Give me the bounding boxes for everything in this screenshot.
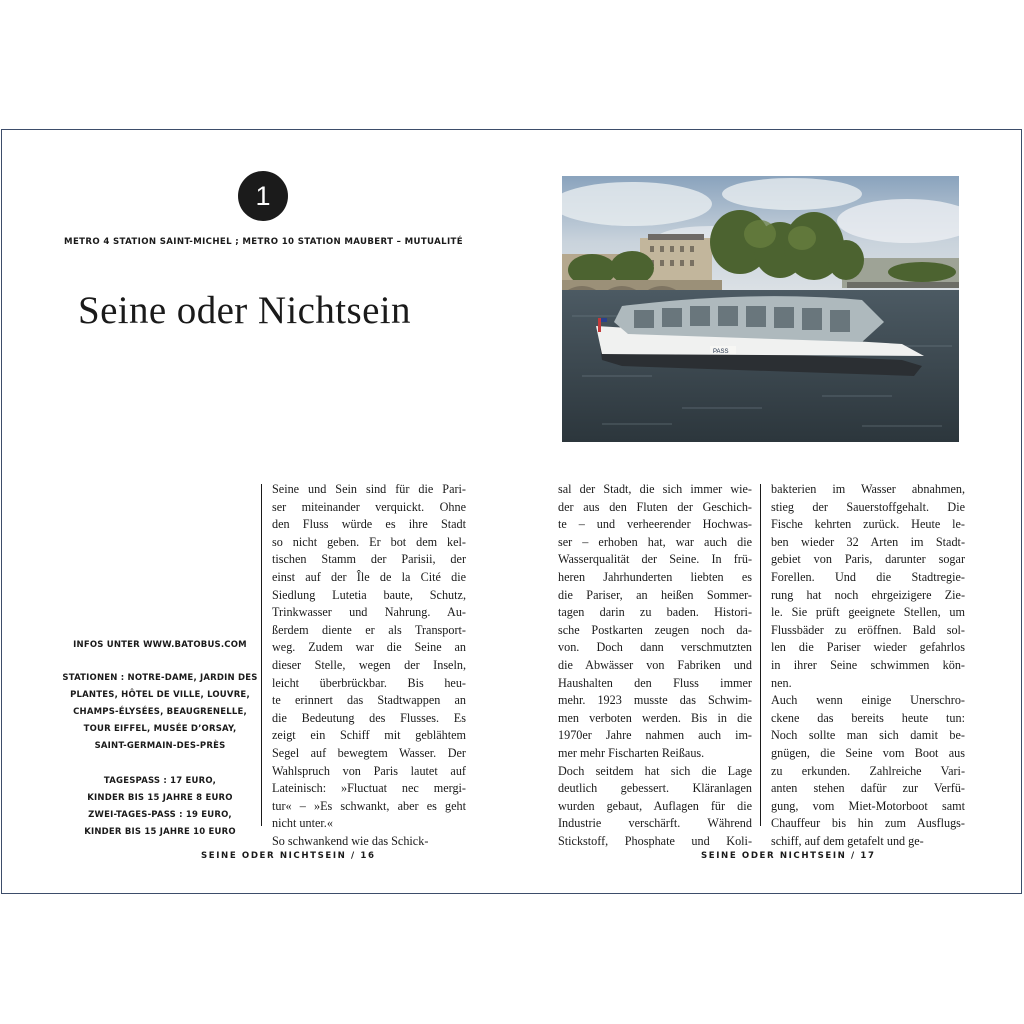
text-line: sal der Stadt, die sich immer wie- bbox=[558, 482, 752, 496]
text-line: anten stehen dafür zur Verfü- bbox=[771, 781, 965, 796]
text-line: Segel auf bewegtem Wasser. Der bbox=[272, 745, 466, 760]
text-line: zu erkunden. Zahlreiche Vari- bbox=[771, 763, 965, 778]
text-line: ser – erhoben hat, war auch die bbox=[558, 534, 752, 549]
text-line: die Bedeutung des Flusses. Es bbox=[272, 710, 466, 725]
page-number: 16 bbox=[360, 851, 376, 861]
text-line: le. Sie prüft geeignete Stellen, um bbox=[771, 605, 965, 620]
text-line: nen. bbox=[771, 675, 792, 690]
text-line: So schwankend wie das Schick- bbox=[272, 833, 429, 848]
text-line: Siedlung Lutetia baute, Schutz, bbox=[272, 587, 466, 602]
stations-line: TOUR EIFFEL, MUSÉE D’ORSAY, bbox=[83, 724, 237, 734]
text-line: ßerdem diente er als Transport- bbox=[272, 622, 466, 637]
metro-info: METRO 4 STATION SAINT-MICHEL ; METRO 10 STATION MAUBERT – MUTUALITÉ bbox=[64, 237, 463, 247]
text-line: schiff, auf dem getafelt und ge- bbox=[771, 833, 924, 848]
text-line: Wahlspruch von Paris lautet auf bbox=[272, 763, 466, 778]
text-line: Lateinisch: »Fluctuat nec mergi- bbox=[272, 781, 466, 796]
text-line: bakterien im Wasser abnahmen, bbox=[771, 482, 965, 496]
text-line: tischen Stamm der Parisii, der bbox=[272, 552, 466, 567]
text-line: ckene das bereits heute tun: bbox=[771, 710, 965, 725]
text-line: heren Jahrhunderten liebten es bbox=[558, 569, 752, 584]
text-line: einst auf der Île de la Cité die bbox=[272, 569, 466, 584]
text-line: von. Doch dann verschmutzten bbox=[558, 640, 752, 655]
text-line: stieg der Sauerstoffgehalt. Die bbox=[771, 499, 965, 514]
sidebar-info: INFOS UNTER WWW.BATOBUS.COM bbox=[73, 640, 247, 650]
text-line: ser miteinander verquickt. Ohne bbox=[272, 499, 466, 514]
text-line: Seine und Sein sind für die Pari- bbox=[272, 482, 466, 496]
text-line: dieser Stelle, wegen der Inseln, bbox=[272, 657, 466, 672]
text-line: te erinnert das Stadtwappen an bbox=[272, 693, 466, 708]
sidebar-stations bbox=[60, 670, 260, 755]
text-line: gung, vom Miet-Motorboot samt bbox=[771, 798, 965, 813]
page-title: Seine oder Nichtsein bbox=[78, 289, 411, 332]
chapter-number-badge: 1 bbox=[238, 171, 288, 221]
text-line: 1970er Jahre nahmen auch im- bbox=[558, 728, 752, 743]
text-column-2 bbox=[558, 481, 752, 850]
text-line: gebiet von Paris, darunter sogar bbox=[771, 552, 965, 567]
text-line: Trinkwasser und Nahrung. Au- bbox=[272, 605, 466, 620]
text-line: weg. Zudem war die Seine an bbox=[272, 640, 466, 655]
column-rule bbox=[261, 484, 262, 826]
text-line: der aus den Fluten der Geschich- bbox=[558, 499, 752, 514]
text-line: tur« – »Es schwankt, aber es geht bbox=[272, 798, 466, 813]
price-line: ZWEI-TAGES-PASS : 19 EURO, bbox=[88, 810, 232, 820]
text-line: mer mehr Fischarten Reißaus. bbox=[558, 745, 705, 760]
text-line: in ihrer Seine schwimmen kön- bbox=[771, 657, 965, 672]
text-line: ben wieder 32 Arten im Stadt- bbox=[771, 534, 965, 549]
text-line: rung hat noch ehrgeizigere Zie- bbox=[771, 587, 965, 602]
text-line: Haushalten den Fluss immer bbox=[558, 675, 752, 690]
text-line: die Pariser, an heißen Sommer- bbox=[558, 587, 752, 602]
text-line: Chauffeur bis hin zum Ausflugs- bbox=[771, 816, 965, 831]
text-line: gnügen, die Seine vom Boot aus bbox=[771, 745, 965, 760]
text-line: den Fluss würde es ihre Stadt bbox=[272, 517, 466, 532]
page-number: 17 bbox=[860, 851, 876, 861]
text-line: Doch seitdem hat sich die Lage bbox=[558, 763, 752, 778]
text-line: sche Postkarten zeugen noch da- bbox=[558, 622, 752, 637]
text-line: deutlich gebessert. Kläranlagen bbox=[558, 781, 752, 796]
text-line: men verboten werden. Bis in die bbox=[558, 710, 752, 725]
text-line: Noch sollte man sich damit be- bbox=[771, 728, 965, 743]
text-line: wurden gebaut, Auflagen für die bbox=[558, 798, 752, 813]
running-head: SEINE ODER NICHTSEIN bbox=[701, 851, 847, 861]
stations-line: PLANTES, HÔTEL DE VILLE, LOUVRE, bbox=[70, 690, 250, 700]
text-column-1 bbox=[272, 481, 466, 850]
text-line: Wasserqualität der Seine. In frü- bbox=[558, 552, 752, 567]
text-line: so nicht geben. Er bot dem kel- bbox=[272, 534, 466, 549]
text-line: len die Pariser wieder gefahrlos bbox=[771, 640, 965, 655]
text-line: Stickstoff, Phosphate und Koli- bbox=[558, 833, 752, 848]
text-line: leicht überbrückbar. Bis heu- bbox=[272, 675, 466, 690]
text-line: die Abwässer von Fabriken und bbox=[558, 657, 752, 672]
footer-left bbox=[201, 851, 376, 861]
column-rule bbox=[760, 484, 761, 826]
stations-line: CHAMPS-ÉLYSÉES, BEAUGRENELLE, bbox=[73, 707, 247, 717]
text-line: zeigt ein Schiff mit geblähtem bbox=[272, 728, 466, 743]
batobus-photo bbox=[562, 176, 959, 442]
text-line: Fische kehrten zurück. Heute le- bbox=[771, 517, 965, 532]
price-line: KINDER BIS 15 JAHRE 8 EURO bbox=[87, 793, 233, 803]
text-line: Industrie verschärft. Während bbox=[558, 816, 752, 831]
stations-line: STATIONEN : NOTRE-DAME, JARDIN DES bbox=[62, 673, 258, 683]
text-line: nicht unter.« bbox=[272, 816, 333, 831]
footer-right bbox=[701, 851, 876, 861]
text-line: Forellen. Und die Stadtregie- bbox=[771, 569, 965, 584]
folio-separator: / bbox=[346, 851, 361, 861]
price-line: TAGESPASS : 17 EURO, bbox=[103, 776, 217, 786]
text-line: Auch wenn einige Unerschro- bbox=[771, 693, 965, 708]
text-line: tagen darin zu baden. Histori- bbox=[558, 605, 752, 620]
sidebar-prices bbox=[60, 773, 260, 841]
text-column-3 bbox=[771, 481, 965, 850]
price-line: KINDER BIS 15 JAHRE 10 EURO bbox=[84, 827, 236, 837]
folio-separator: / bbox=[846, 851, 861, 861]
boat-label: PASS bbox=[713, 349, 729, 355]
text-line: Flussbäder zu eröffnen. Bald sol- bbox=[771, 622, 965, 637]
running-head: SEINE ODER NICHTSEIN bbox=[201, 851, 347, 861]
text-line: te – und verheerender Hochwas- bbox=[558, 517, 752, 532]
text-line: mehr. 1923 musste das Schwim- bbox=[558, 693, 752, 708]
stations-line: SAINT-GERMAIN-DES-PRÈS bbox=[94, 741, 226, 751]
